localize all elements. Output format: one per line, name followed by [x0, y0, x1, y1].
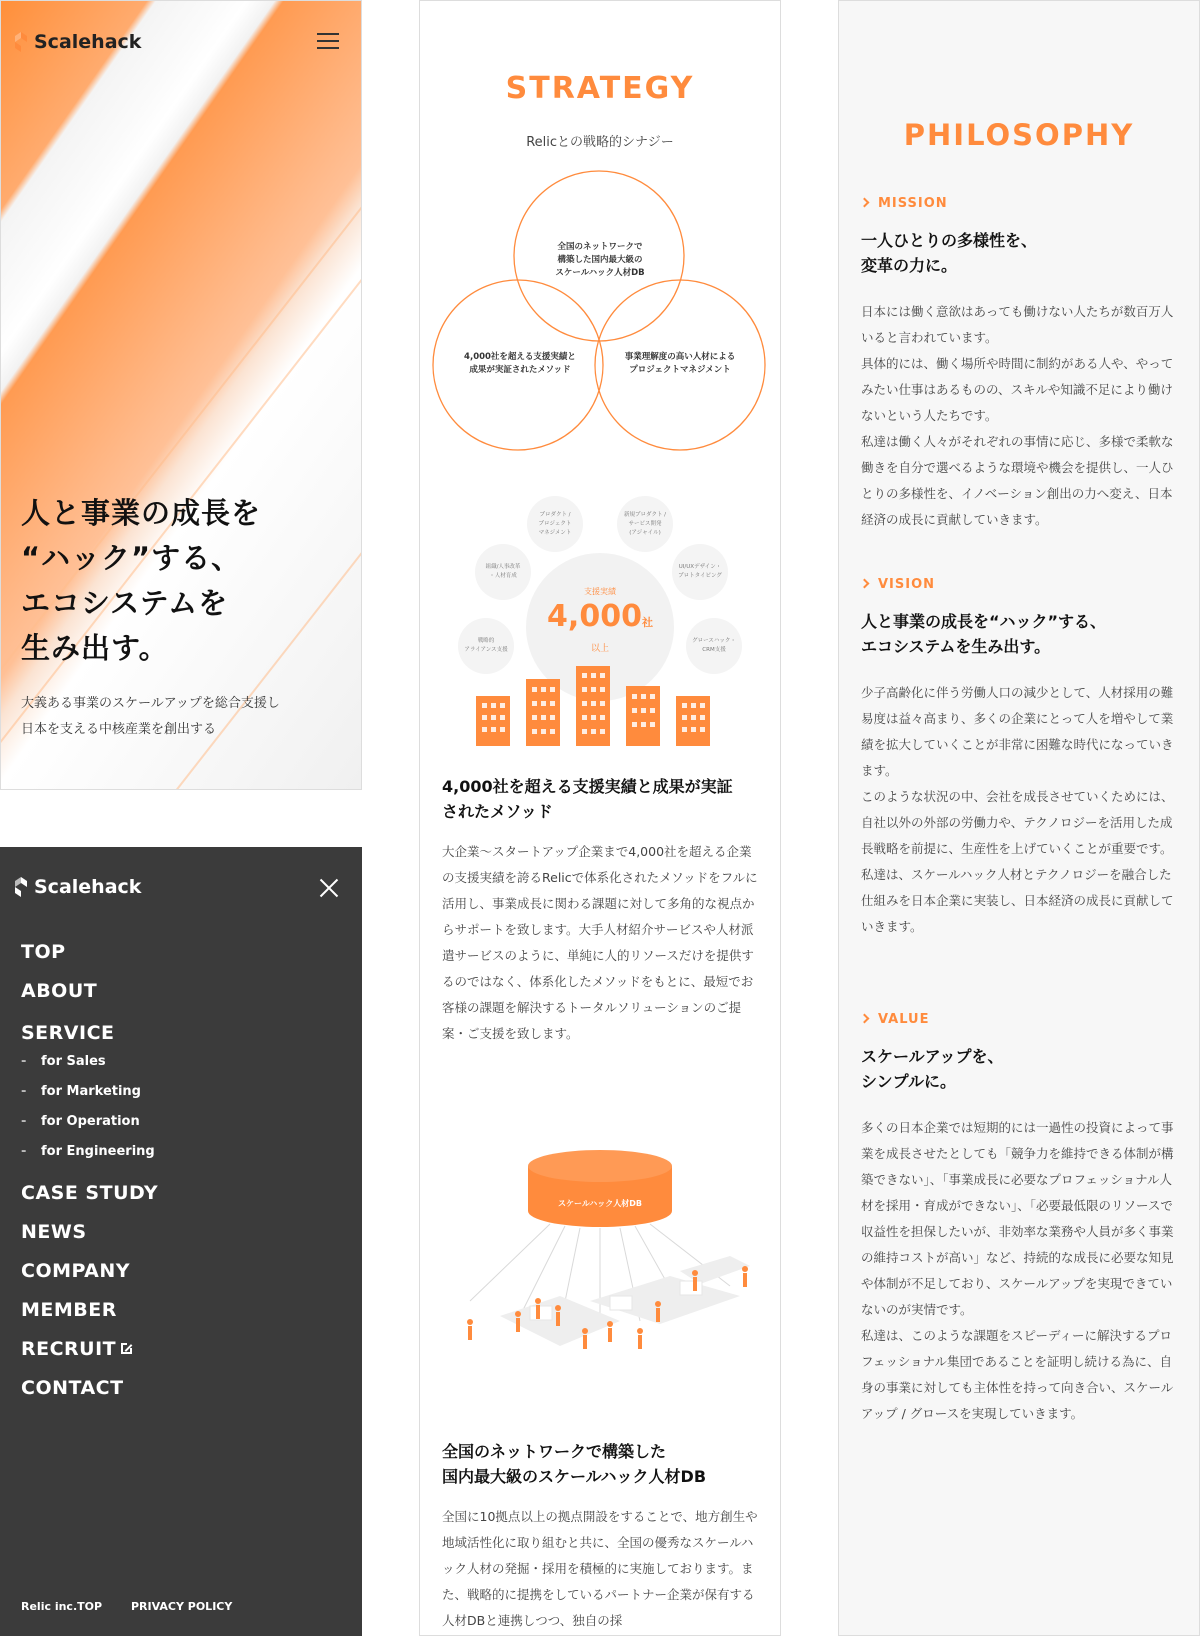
- nav-service-operation[interactable]: [21, 1114, 140, 1129]
- buildings-illustration: [470, 661, 730, 746]
- strategy-subheading: Relicとの戦略的シナジー: [526, 135, 674, 150]
- logo-text: Scalehack: [34, 31, 142, 53]
- dash: -: [21, 1144, 27, 1159]
- scalehack-logo[interactable]: [14, 876, 141, 898]
- nav-contact[interactable]: CONTACT: [21, 1377, 124, 1399]
- decor-stripe: [151, 112, 362, 790]
- nav-service[interactable]: SERVICE: [21, 1022, 115, 1044]
- mission-kicker: [861, 196, 948, 211]
- strategy-section2-body: 全国に10拠点以上の拠点開設をすることで、地方創生や地域活性化に取り組むと共に、全国の優秀なスケールハック人材の発掘・採用を積極的に実施しております。また、戦略的に提携をしているパートナー企業が保有する人材DBと連携しつつ、独自の採: [442, 1509, 758, 1628]
- service-bubble: 組織/人事改革 ・人材育成: [475, 544, 531, 600]
- relic-top-link[interactable]: Relic inc.TOP: [21, 1600, 103, 1613]
- logo-text: Scalehack: [34, 876, 142, 898]
- service-bubble: グロースハック・ CRM支援: [686, 618, 742, 674]
- external-link-icon: [121, 1343, 132, 1354]
- venn-diagram: [420, 169, 781, 454]
- talent-db-illustration: [440, 1146, 760, 1356]
- nav-service-sales[interactable]: [21, 1054, 106, 1069]
- strategy-section1-title: 4,000社を超える支援実績と成果が実証 されたメソッド: [442, 777, 733, 821]
- mission-kicker-label: MISSION: [878, 196, 948, 211]
- philosophy-screen: [838, 0, 1200, 1636]
- dash: -: [21, 1054, 27, 1069]
- nav-service-engineering[interactable]: [21, 1144, 155, 1159]
- value-kicker-label: VALUE: [878, 1012, 930, 1027]
- results-unit: 社: [641, 616, 653, 629]
- nav-news[interactable]: NEWS: [21, 1221, 87, 1243]
- logo-mark-icon: [14, 31, 28, 53]
- service-bubble: UI/UXデザイン・ プロトタイピング: [672, 544, 728, 600]
- venn-label-left: 4,000社を超える支援実績と 成果が実証されたメソッド: [464, 352, 576, 375]
- strategy-heading: STRATEGY: [505, 71, 695, 106]
- value-kicker: [861, 1012, 930, 1027]
- venn-label-top: 全国のネットワークで 構築した国内最大級の スケールハック人材DB: [555, 242, 645, 278]
- results-number-value: 4,000: [547, 599, 642, 634]
- strategy-screen: [419, 0, 781, 1636]
- venn-label-right: 事業理解度の高い人材による プロジェクトマネジメント: [624, 352, 736, 375]
- dash: -: [21, 1114, 27, 1129]
- decor-stripe: [0, 112, 362, 790]
- nav-top[interactable]: TOP: [21, 941, 66, 963]
- nav-member[interactable]: MEMBER: [21, 1299, 117, 1321]
- nav-recruit-label: RECRUIT: [21, 1338, 117, 1360]
- service-bubble: 戦略的 アライアンス支援: [458, 618, 514, 674]
- service-bubble: 新規プロダクト / サービス開発 (アジャイル): [617, 496, 673, 552]
- vision-body: 少子高齢化に伴う労働人口の減少として、人材採用の難易度は益々高まり、多くの企業にとって人を増やして業績を拡大していくことが非常に困難な時代になっていきます。 このような状況の中、会社を成長させていくためには、自社以外の外部の労働力や、テクノロジーを活用した成長戦略を前提に、生産性を上げていくことが重要です。 私達は、スケールハック人材とテクノロジーを融合した仕組みを日本企業に実装し、日本経済の成長に貢献していきます。: [861, 685, 1174, 934]
- hero-subtitle: 大義ある事業のスケールアップを総合支援し 日本を支える中核産業を創出する: [21, 696, 280, 737]
- results-suffix: 以上: [590, 644, 609, 654]
- menu-screen: [0, 847, 362, 1636]
- value-body: 多くの日本企業では短期的には一過性の投資によって事業を成長させたとしても「競争力を維持できる体制が構築できない」、「事業成長に必要なプロフェッショナル人材を採用・育成ができない」、「必要最低限のリソースで収益性を担保したいが、非効率な業務や人員が多く事業の維持コストが高い」など、持続的な成長に必要な知見や体制が不足しており、スケールアップを実現できていないのが実情です。 私達は、このような課題をスピーディーに解決するプロフェッショナル集団であることを証明し続ける為に、自身の事業に対しても主体性を持って向き合い、スケールアップ / グロースを実現していきます。: [861, 1120, 1174, 1421]
- strategy-section1-body: 大企業〜スタートアップ企業まで4,000社を超える企業の支援実績を誇るRelicで体系化されたメソッドをフルに活用し、事業成長に関わる課題に対して多角的な視点からサポートを致します。大手人材紹介サービスや人材派遣サービスのように、単純に人的リソースだけを提供するのではなく、体系化したメソッドをもとに、最短でお客様の課題を解決するトータルソリューションのご提案・ご支援を致します。: [442, 844, 758, 1041]
- nav-sub-label: for Marketing: [41, 1084, 141, 1099]
- nav-sub-label: for Engineering: [41, 1144, 155, 1159]
- talent-db-label: スケールハック人材DB: [557, 1199, 643, 1208]
- chevron-right-icon: [860, 198, 870, 208]
- hero-title: 人と事業の成長を “ハック”する、 エコシステムを 生み出す。: [21, 496, 262, 665]
- mission-body: 日本には働く意欲はあっても働けない人たちが数百万人いると言われています。 具体的には、働く場所や時間に制約がある人や、やってみたい仕事はあるものの、スキルや知識不足により働けないという人たちです。 私達は働く人々がそれぞれの事情に応じ、多様で柔軟な働きを自分で選べるような環境や機会を提供し、一人ひとりの多様性を、イノベーション創出の力へ変え、日本経済の成長に貢献していきます。: [861, 304, 1174, 527]
- nav-sub-label: for Operation: [41, 1114, 140, 1129]
- vision-title: 人と事業の成長を“ハック”する、 エコシステムを生み出す。: [861, 612, 1107, 656]
- logo-mark-icon: [14, 876, 28, 898]
- nav-service-marketing[interactable]: [21, 1084, 141, 1099]
- nav-sub-label: for Sales: [41, 1054, 106, 1069]
- value-title: スケールアップを、 シンプルに。: [861, 1047, 1004, 1091]
- vision-kicker: [861, 577, 935, 592]
- strategy-section2-title: 全国のネットワークで構築した 国内最大級のスケールハック人材DB: [442, 1442, 707, 1486]
- nav-recruit[interactable]: [21, 1338, 132, 1360]
- philosophy-heading: PHILOSOPHY: [903, 118, 1135, 152]
- nav-about[interactable]: ABOUT: [21, 980, 98, 1002]
- mission-title: 一人ひとりの多様性を、 変革の力に。: [861, 231, 1038, 275]
- dash: -: [21, 1084, 27, 1099]
- results-label: 支援実績: [584, 587, 616, 596]
- hamburger-icon[interactable]: [317, 33, 339, 50]
- scalehack-logo[interactable]: [14, 31, 141, 53]
- chevron-right-icon: [860, 1014, 870, 1024]
- results-number: [526, 599, 674, 634]
- nav-case-study[interactable]: CASE STUDY: [21, 1182, 159, 1204]
- chevron-right-icon: [860, 579, 870, 589]
- service-bubble: プロダクト / プロジェクト マネジメント: [527, 496, 583, 552]
- privacy-policy-link[interactable]: PRIVACY POLICY: [131, 1600, 233, 1613]
- vision-kicker-label: VISION: [878, 577, 936, 592]
- hero-screen: [0, 0, 362, 790]
- close-icon[interactable]: [319, 878, 339, 898]
- nav-company[interactable]: COMPANY: [21, 1260, 131, 1282]
